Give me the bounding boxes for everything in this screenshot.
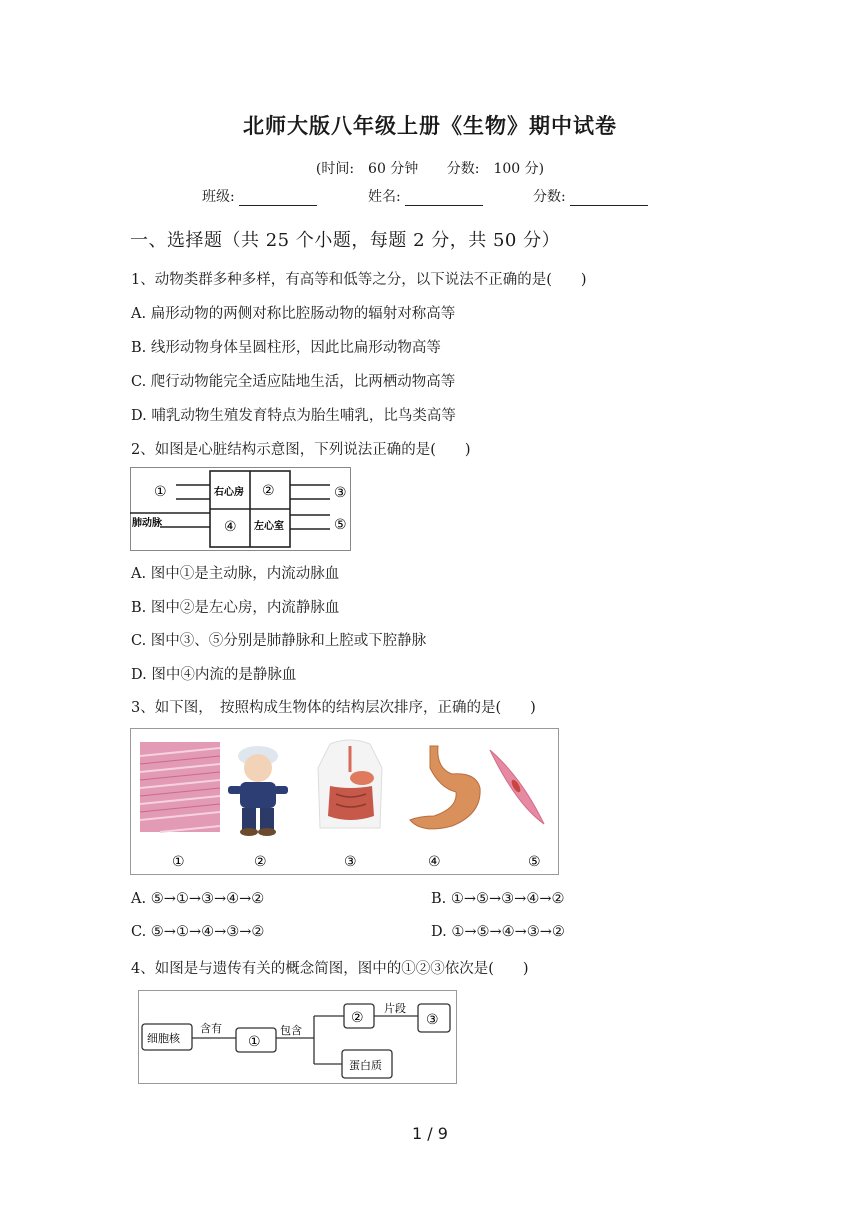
fig3-label-2: ②: [254, 854, 267, 870]
structure-levels-figure: [130, 728, 560, 876]
section-heading: 一、选择题（共 25 个小题，每题 2 分，共 50 分）: [130, 230, 561, 251]
protein-box: 蛋白质: [349, 1059, 382, 1072]
name-blank: [405, 189, 483, 206]
q3-option-b: B. ①→⑤→③→④→②: [431, 891, 565, 907]
heart-label-4: ④: [224, 519, 237, 535]
q3-option-a: A. ⑤→①→③→④→②: [131, 891, 265, 907]
page-number: 1 / 9: [412, 1124, 448, 1143]
q1-option-b: B. 线形动物身体呈圆柱形，因此比扁形动物高等: [131, 340, 441, 356]
q2-option-c: C. 图中③、⑤分别是肺静脉和上腔或下腔静脉: [131, 633, 427, 649]
nucleus-box: 细胞核: [147, 1032, 180, 1045]
score-label: 分数:: [533, 189, 566, 205]
fig3-label-1: ①: [172, 854, 185, 870]
right-atrium-label: 右心房: [214, 487, 244, 498]
pulmonary-artery-label: 肺动脉: [132, 518, 162, 529]
class-blank: [239, 189, 317, 206]
question-3: 3、如下图， 按照构成生物体的结构层次排序，正确的是( ): [131, 700, 536, 716]
concept-2-box: ②: [351, 1010, 364, 1026]
fig3-label-3: ③: [344, 854, 357, 870]
heart-label-3: ③: [334, 485, 347, 501]
q2-option-b: B. 图中②是左心房，内流静脉血: [131, 600, 340, 616]
name-field: [368, 186, 483, 206]
left-ventricle-label: 左心室: [254, 521, 284, 532]
heart-diagram: [130, 467, 352, 551]
full-score-label: 分数: 100 分): [446, 161, 545, 177]
q1-option-c: C. 爬行动物能完全适应陆地生活，比两栖动物高等: [131, 374, 456, 390]
heart-label-5: ⑤: [334, 517, 347, 533]
concept-3-box: ③: [426, 1012, 439, 1028]
question-2: 2、如图是心脏结构示意图，下列说法正确的是( ): [131, 442, 471, 458]
concept-1-box: ①: [248, 1034, 261, 1050]
question-4: 4、如图是与遗传有关的概念简图，图中的①②③依次是( ): [131, 961, 529, 977]
q3-option-d: D. ①→⑤→④→③→②: [431, 924, 565, 940]
exam-subtitle: [0, 158, 860, 178]
q1-option-d: D. 哺乳动物生殖发育特点为胎生哺乳，比鸟类高等: [131, 408, 456, 424]
heart-label-2: ②: [262, 483, 275, 499]
q3-option-c: C. ⑤→①→④→③→②: [131, 924, 265, 940]
name-label: 姓名:: [368, 189, 401, 205]
time-label: (时间: 60 分钟: [315, 161, 419, 177]
digestive-system-image: [318, 740, 382, 828]
class-field: [202, 186, 317, 206]
class-label: 班级:: [202, 189, 235, 205]
contains-label: 含有: [200, 1022, 222, 1035]
muscle-tissue-image: [140, 742, 220, 832]
score-field: [533, 186, 648, 206]
includes-label: 包含: [280, 1024, 302, 1037]
score-blank: [570, 189, 648, 206]
q2-option-a: A. 图中①是主动脉，内流动脉血: [131, 566, 340, 582]
fig3-label-4: ④: [428, 854, 441, 870]
heart-label-1: ①: [154, 484, 167, 500]
page-title: 北师大版八年级上册《生物》期中试卷: [243, 114, 617, 138]
question-1: 1、动物类群多种多样，有高等和低等之分，以下说法不正确的是( ): [131, 272, 587, 288]
fig3-label-5: ⑤: [528, 854, 541, 870]
q2-option-d: D. 图中④内流的是静脉血: [131, 667, 297, 683]
segment-label: 片段: [384, 1002, 406, 1015]
genetics-concept-map: [138, 990, 458, 1084]
q1-option-a: A. 扁形动物的两侧对称比腔肠动物的辐射对称高等: [131, 306, 456, 322]
